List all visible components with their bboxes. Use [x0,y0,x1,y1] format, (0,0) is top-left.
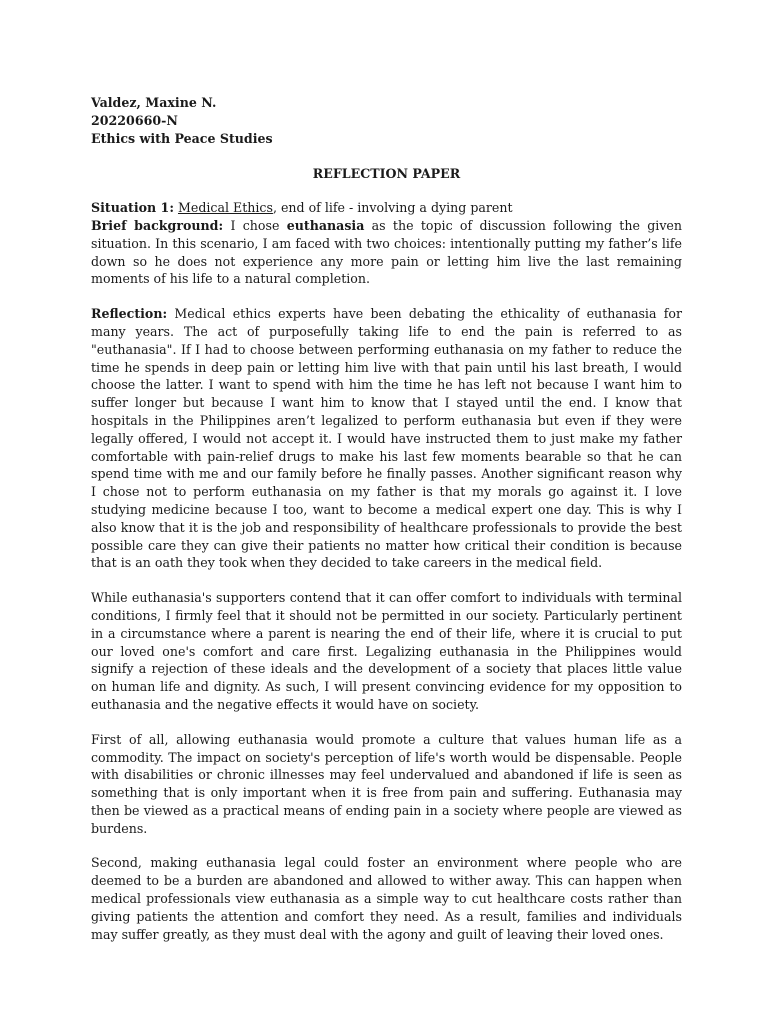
body-paragraph-1: While euthanasia's supporters contend that it can offer comfort to individuals with terminal conditions, I firmly feel that it should not be permitted in our society. Particularly pertinent in a circumstance where a parent is nearing the end of their life, where it is crucial to put our loved one's comfort and care first. Legalizing euthanasia in the Philippines would signify a rejection of these ideals and the development of a society that places little value on human life and dignity. As such, I will present convincing evidence for my opposition to euthanasia and the negative effects it would have on society. [91,590,682,712]
situation-label: Situation 1: [91,200,174,216]
background-text: as the topic of discussion following the given situation. In this scenario, I am faced with two choices: intentionally putting my father’s life down so he does not experience any more pain or letting him live the last remaining moments of his life to a natural completion. [91,217,682,287]
background-paragraph [91,217,682,288]
course-name: Ethics with Peace Studies [91,130,273,146]
reflection-text: Medical ethics experts have been debating the ethicality of euthanasia for many years. The act of purposefully taking life to end the pain is referred to as "euthanasia". If I had to choose between performing euthanasia on my father to reduce the time he spends in deep pain or letting him live with that pain until his last breath, I would choose the latter. I want to spend with him the time he has left not because I want him to suffer longer but because I want him to know that I stayed until the end. I know that hospitals in the Philippines aren’t legalized to perform euthanasia but even if they were legally offered, I would not accept it. I would have instructed them to just make my father comfortable with pain-relief drugs to make his last few moments bearable so that he can spend time with me and our family before he finally passes. Another significant reason why I chose not to perform euthanasia on my father is that my morals go against it. I love studying medicine because I too, want to become a medical expert one day. This is why I also know that it is the job and responsibility of healthcare professionals to provide the best possible care they can give their patients no matter how critical their condition is because that is an oath they took when they decided to take careers in the medical field. [91,306,682,571]
body-paragraph-2: First of all, allowing euthanasia would promote a culture that values human life as a commodity. The impact on society's perception of life's worth would be dispensable. People with disabilities or chronic illnesses may feel undervalued and abandoned if life is seen as something that is only important when it is free from pain and suffering. Euthanasia may then be viewed as a practical means of ending pain in a society where people are viewed as burdens. [91,731,682,836]
background-keyword: euthanasia [286,217,365,233]
body-paragraph-3: Second, making euthanasia legal could foster an environment where people who are deemed to be a burden are abandoned and allowed to wither away. This can happen when medical professionals view euthanasia as a simple way to cut healthcare costs rather than giving patients the attention and comfort they need. As a result, families and individuals may suffer greatly, as they must deal with the agony and guilt of leaving their loved ones. [91,855,682,942]
reflection-label: Reflection: [91,306,168,322]
reflection-paragraph [91,305,682,572]
student-id: 20220660-N [91,112,178,128]
situation-topic: Medical Ethics [177,200,273,216]
document-title: REFLECTION PAPER [312,166,461,182]
situation-rest: , end of life - involving a dying parent [272,200,513,216]
situation-line [91,199,682,217]
author-name: Valdez, Maxine N. [91,95,217,110]
background-pre: I chose [223,217,287,233]
background-label: Brief background: [91,217,224,233]
